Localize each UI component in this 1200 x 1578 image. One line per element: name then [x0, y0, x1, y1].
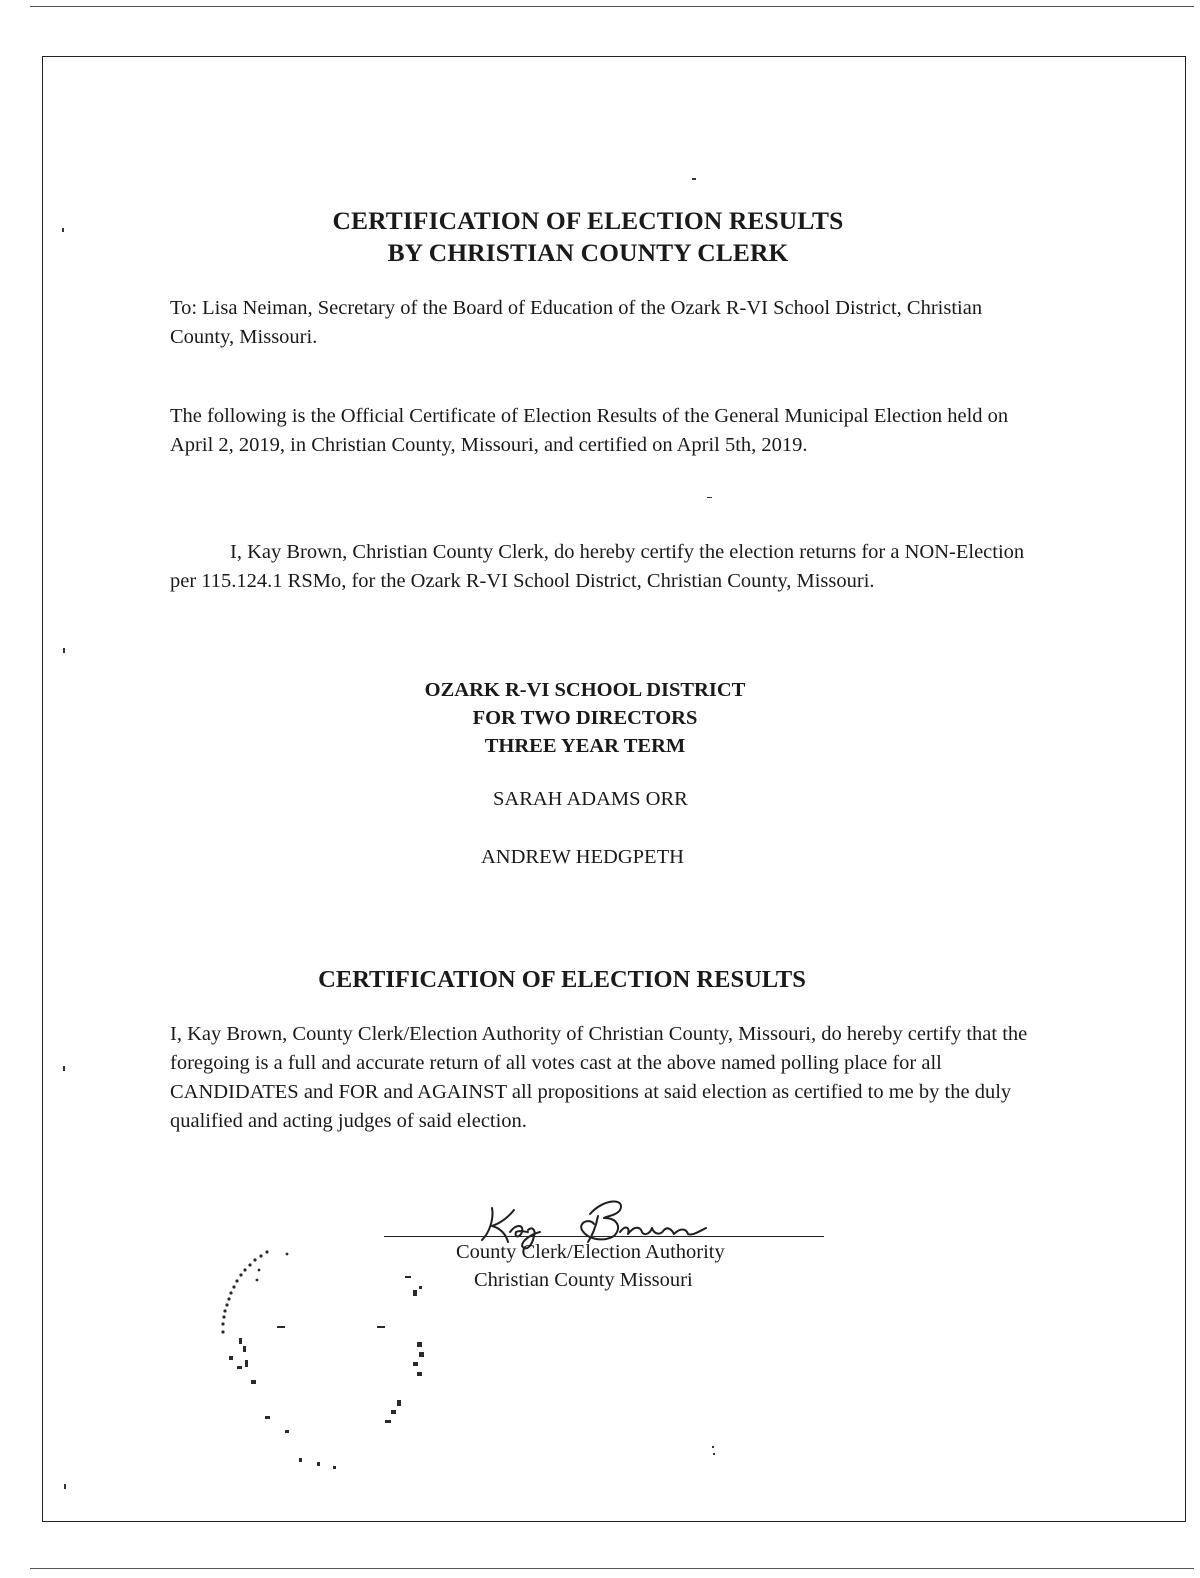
race-office: FOR TWO DIRECTORS	[472, 707, 698, 729]
scan-speck	[707, 497, 712, 498]
county-seal-impression	[205, 1240, 445, 1480]
scan-speck	[63, 648, 65, 653]
candidate-name: ANDREW HEDGPETH	[481, 846, 684, 868]
scan-bottom-rule	[30, 1568, 1194, 1569]
certification-heading: CERTIFICATION OF ELECTION RESULTS	[318, 966, 806, 993]
certification-body: I, Kay Brown, County Clerk/Election Authority of Christian County, Missouri, do hereby certify that the foregoing is a full and accurate return of all votes cast at the above named polling place for all CANDIDATES and FOR and AGAINST all propositions at said election as certified to me by the duly qualified and acting judges of said election.	[170, 1023, 1028, 1132]
signature-county: Christian County Missouri	[474, 1269, 693, 1291]
document-title: CERTIFICATION OF ELECTION RESULTS	[332, 206, 844, 235]
document-subtitle: BY CHRISTIAN COUNTY CLERK	[387, 238, 789, 267]
clerk-statement-paragraph: I, Kay Brown, Christian County Clerk, do hereby certify the election returns for a NON-Election per 115.124.1 RSMo, for the Ozark R-VI School District, Christian County, Missouri.	[170, 541, 1025, 592]
addressee-paragraph: To: Lisa Neiman, Secretary of the Board of Education of the Ozark R-VI School District, Christian County, Missouri.	[170, 297, 983, 348]
scan-speck	[712, 1446, 714, 1448]
scan-speck	[64, 1484, 66, 1489]
signature-title: County Clerk/Election Authority	[456, 1241, 725, 1263]
candidate-name: SARAH ADAMS ORR	[493, 788, 688, 810]
race-district: OZARK R-VI SCHOOL DISTRICT	[424, 679, 746, 701]
race-term: THREE YEAR TERM	[484, 735, 686, 757]
signature-line	[384, 1236, 824, 1237]
scan-top-rule	[30, 6, 1194, 7]
scan-speck	[63, 1066, 65, 1071]
scan-speck	[713, 1453, 715, 1455]
intro-paragraph: The following is the Official Certificate of Election Results of the General Municipal Election held on April 2, 2019, in Christian County, Missouri, and certified on April 5th, 2019.	[170, 405, 1009, 456]
scan-speck	[692, 178, 696, 180]
